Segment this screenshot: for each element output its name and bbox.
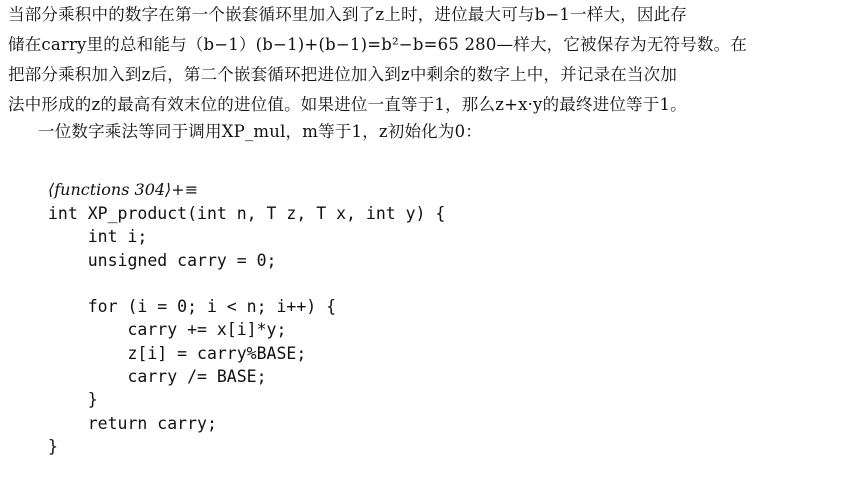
text-line: 把部分乘积加入到z后，第二个嵌套循环把进位加入到z中剩余的数字上中，并记录在当次加 xyxy=(8,65,678,84)
code-chunk xyxy=(48,178,828,458)
text-line: 法中形成的z的最高有效末位的进位值。如果进位一直等于1，那么z+x·y的最终进位等于1。 xyxy=(8,95,687,114)
code-line: } xyxy=(48,390,98,410)
paragraph-single-digit-multiply xyxy=(38,117,847,147)
code-line: int XP_product(int n, T z, T x, int y) { xyxy=(48,204,446,223)
text-line: 储在carry里的总和能与（b−1）(b−1)+(b−1)=b²−b=65 280—样大，它被保存为无符号数。在 xyxy=(8,35,748,54)
code-line: int i; xyxy=(48,227,148,247)
code-line: return carry; xyxy=(48,413,217,433)
code-line: carry /= BASE; xyxy=(48,367,267,387)
text-line: 一位数字乘法等同于调用XP_mul，m等于1，z初始化为0： xyxy=(38,122,482,141)
text-line: 当部分乘积中的数字在第一个嵌套循环里加入到了z上时，进位最大可与b−1一样大，因此存 xyxy=(8,5,687,24)
code-line: } xyxy=(48,436,58,456)
code-line: unsigned carry = 0; xyxy=(48,250,277,270)
code-line: carry += x[i]*y; xyxy=(48,320,287,340)
code-line: z[i] = carry%BASE; xyxy=(48,343,307,363)
code-listing xyxy=(48,202,828,458)
code-line xyxy=(48,272,828,295)
code-line: for (i = 0; i < n; i++) { xyxy=(48,297,337,317)
chunk-header: ⟨functions 304⟩+≡ xyxy=(48,180,199,199)
paragraph-carry-explanation xyxy=(8,0,840,120)
